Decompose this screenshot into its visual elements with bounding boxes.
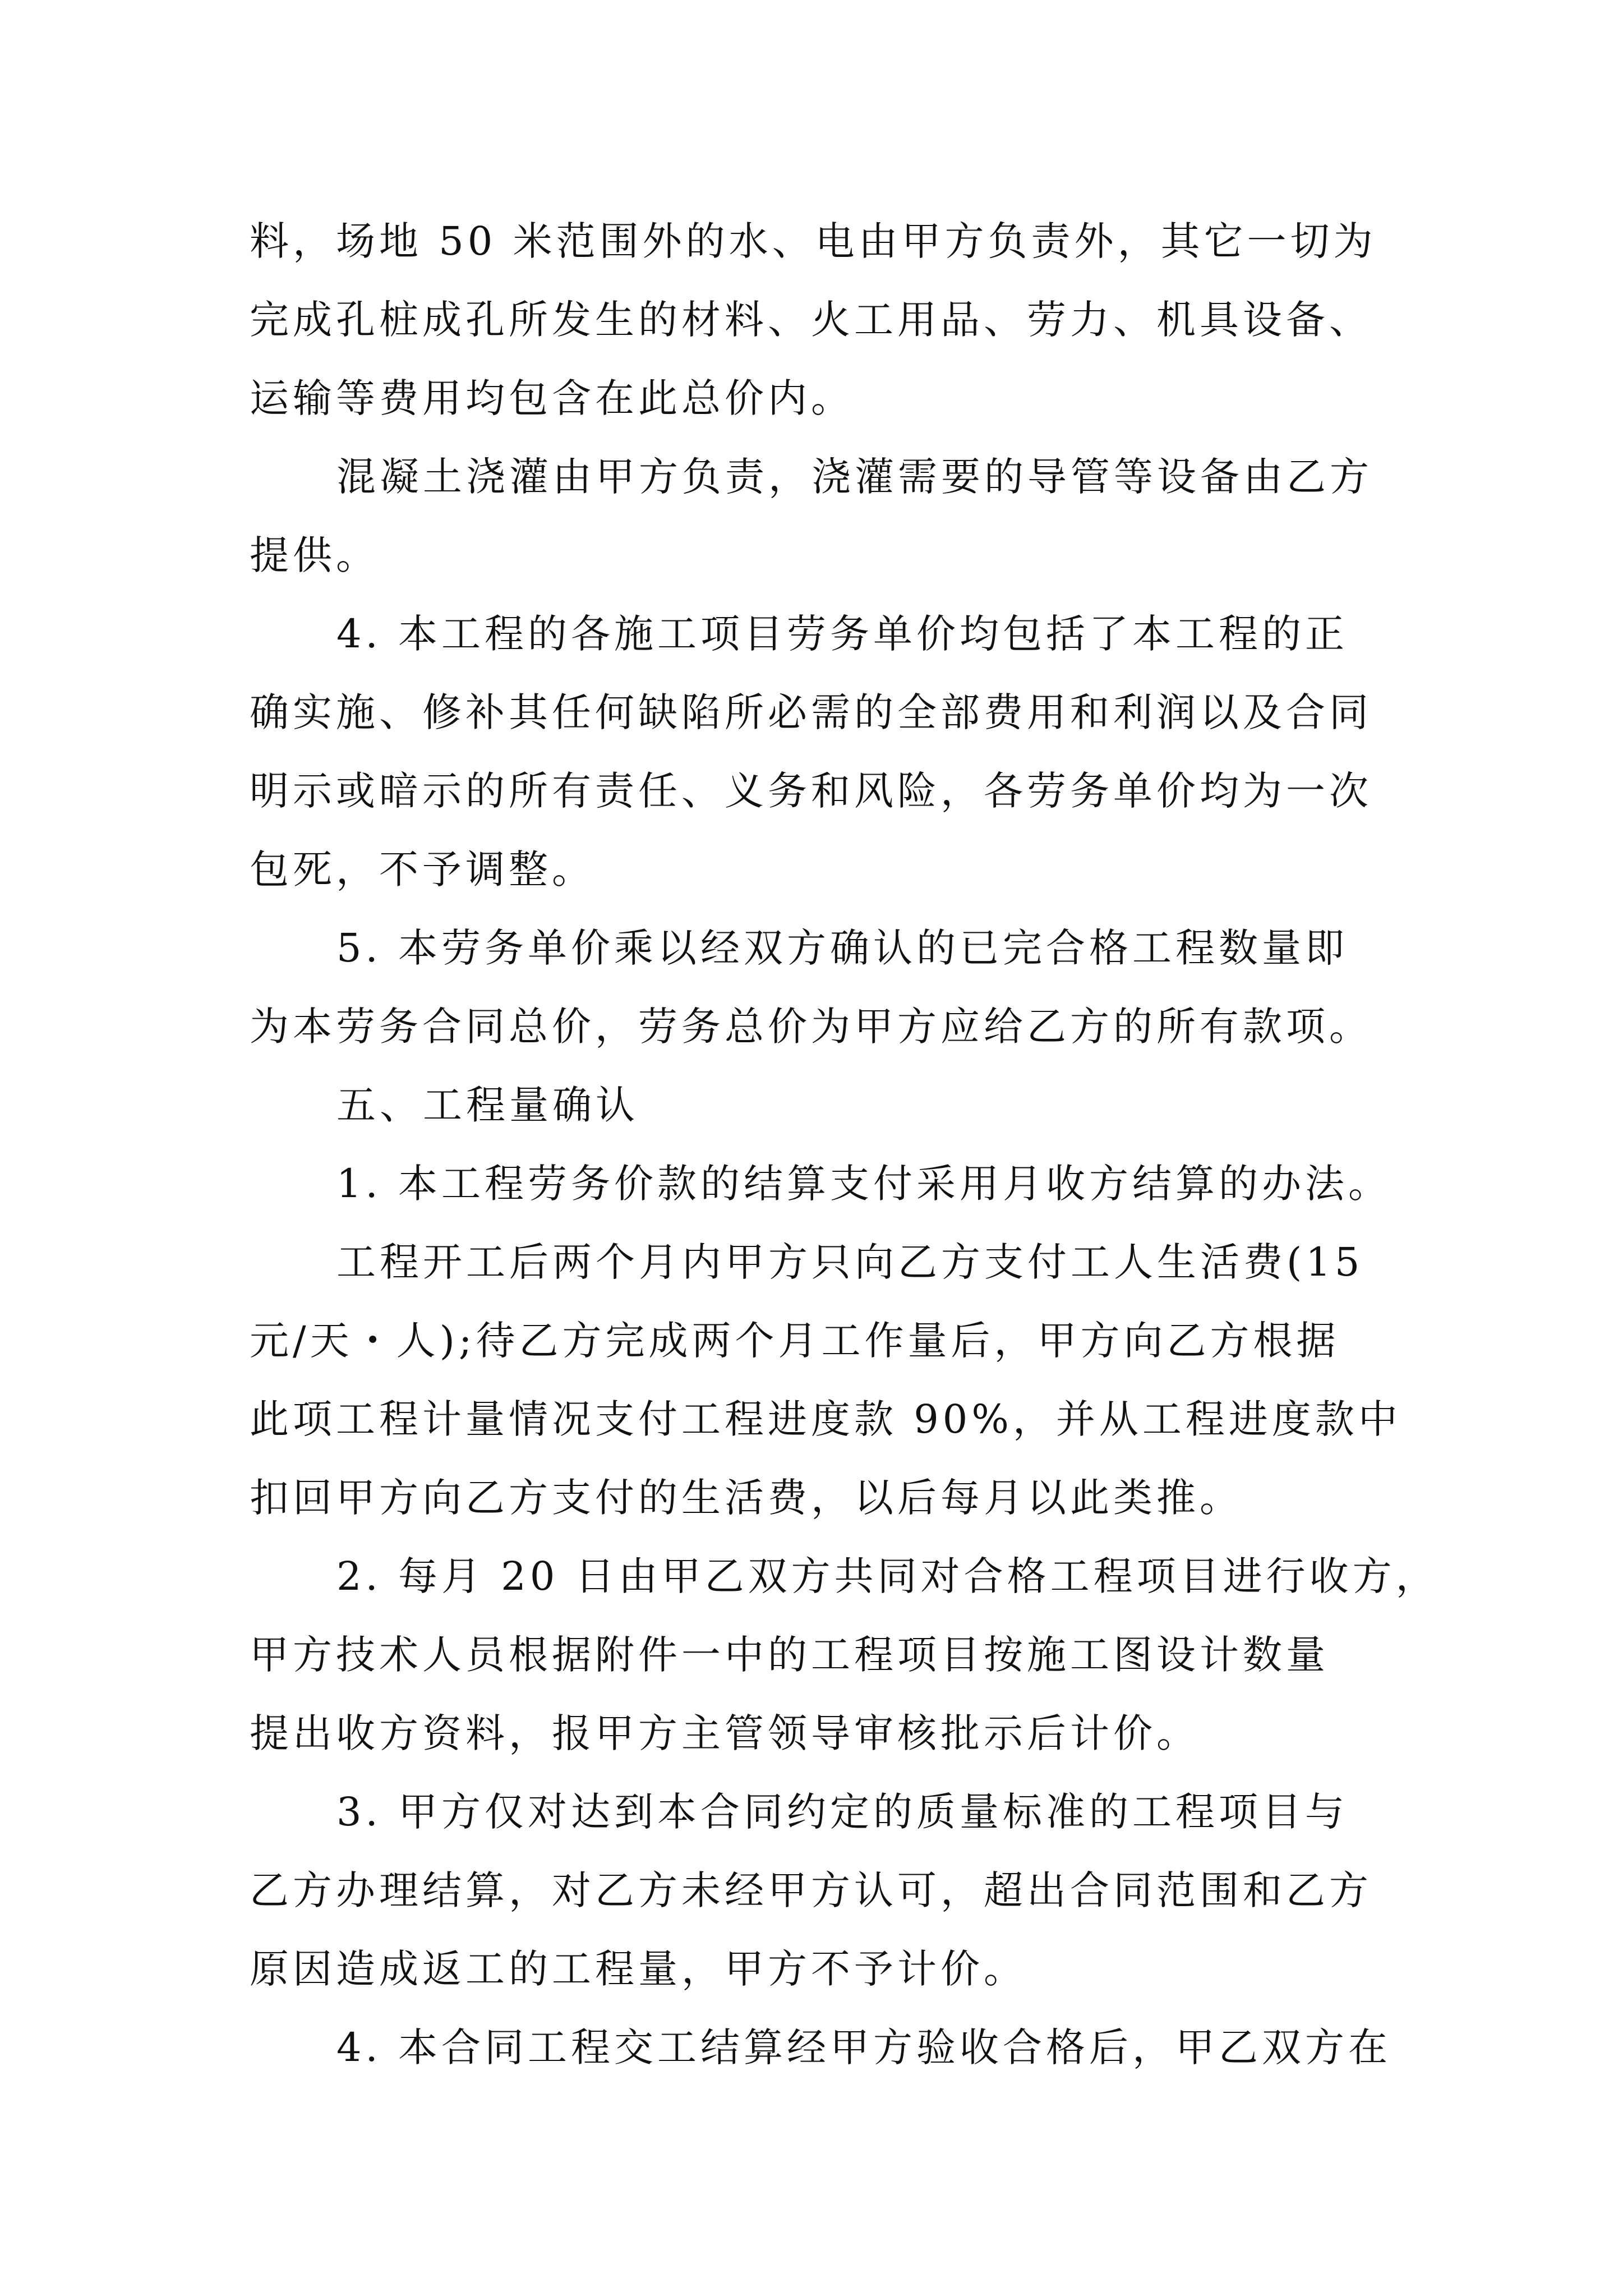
paragraph-start: 工程开工后两个月内甲方只向乙方支付工人生活费(15 xyxy=(336,1239,1364,1285)
text-line: 为本劳务合同总价，劳务总价为甲方应给乙方的所有款项。 xyxy=(250,1004,1372,1050)
text-line: 原因造成返工的工程量，甲方不予计价。 xyxy=(250,1946,1027,1992)
paragraph-start: 混凝土浇灌由甲方负责，浇灌需要的导管等设备由乙方 xyxy=(336,454,1373,500)
text-line: 扣回甲方向乙方支付的生活费，以后每月以此类推。 xyxy=(250,1475,1243,1521)
text-line: 提出收方资料，报甲方主管领导审核批示后计价。 xyxy=(250,1710,1200,1756)
text-line: 确实施、修补其任何缺陷所必需的全部费用和利润以及合同 xyxy=(250,689,1372,735)
text-line: 提供。 xyxy=(250,532,379,578)
text-line: 完成孔桩成孔所发生的材料、火工用品、劳力、机具设备、 xyxy=(250,297,1372,343)
text-line: 明示或暗示的所有责任、义务和风险，各劳务单价均为一次 xyxy=(250,768,1372,814)
paragraph-start: 4. 本合同工程交工结算经甲方验收合格后，甲乙双方在 xyxy=(336,2024,1392,2070)
paragraph-start: 4. 本工程的各施工项目劳务单价均包括了本工程的正 xyxy=(336,611,1349,657)
paragraph-start: 1. 本工程劳务价款的结算支付采用月收方结算的办法。 xyxy=(336,1161,1392,1207)
paragraph-start: 2. 每月 20 日由甲乙双方共同对合格工程项目进行收方， xyxy=(336,1553,1439,1599)
text-line: 元/天・人);待乙方完成两个月工作量后，甲方向乙方根据 xyxy=(250,1318,1340,1364)
text-line: 包死，不予调整。 xyxy=(250,846,595,892)
paragraph-start: 3. 甲方仅对达到本合同约定的质量标准的工程项目与 xyxy=(336,1789,1349,1835)
section-heading: 五、工程量确认 xyxy=(336,1082,639,1128)
paragraph-start: 5. 本劳务单价乘以经双方确认的已完合格工程数量即 xyxy=(336,925,1349,971)
text-line: 此项工程计量情况支付工程进度款 90%，并从工程进度款中 xyxy=(250,1396,1401,1442)
text-line: 运输等费用均包含在此总价内。 xyxy=(250,375,854,421)
text-line: 乙方办理结算，对乙方未经甲方认可，超出合同范围和乙方 xyxy=(250,1867,1372,1913)
text-line: 料，场地 50 米范围外的水、电由甲方负责外，其它一切为 xyxy=(250,218,1377,264)
text-line: 甲方技术人员根据附件一中的工程项目按施工图设计数量 xyxy=(250,1632,1329,1678)
